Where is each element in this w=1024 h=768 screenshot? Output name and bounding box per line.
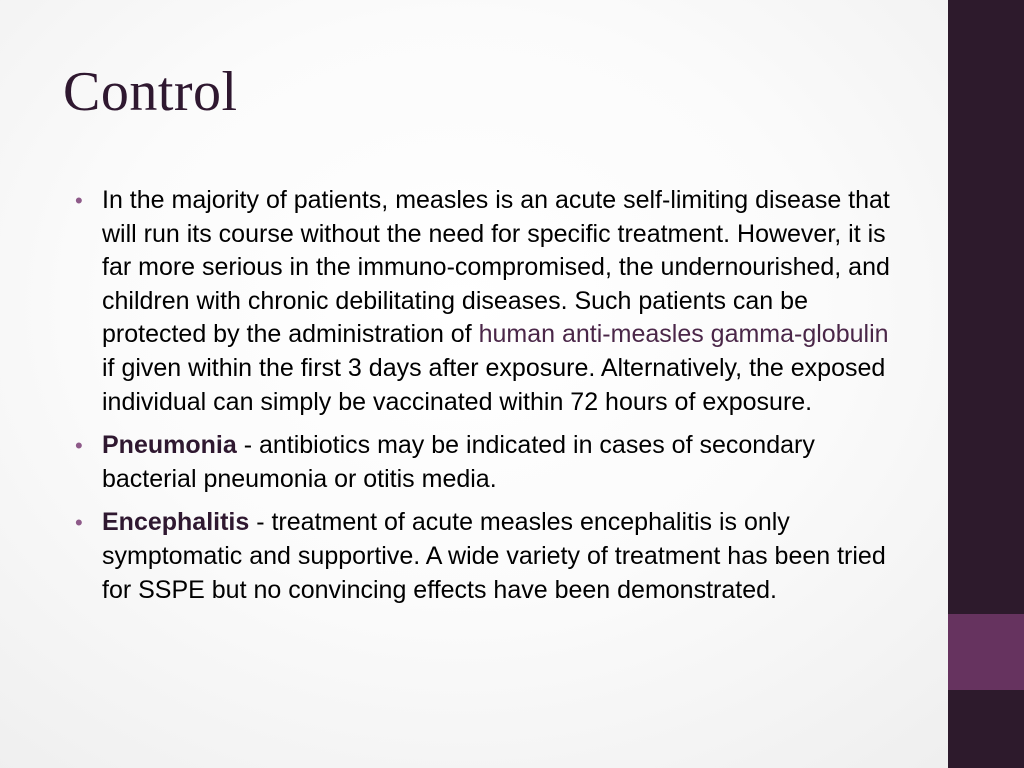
bullet-text: - antibiotics may be indicated in cases of secondary bacterial pneumonia or otitis media. bbox=[102, 431, 815, 493]
bullet-term: Pneumonia bbox=[102, 431, 237, 460]
bullet-marker-icon: • bbox=[75, 510, 83, 536]
bullet-text-continued: if given within the first 3 days after exposure. Alternatively, the exposed individual can simply be vaccinated within 72 hours of exposure. bbox=[102, 353, 886, 416]
bullet-list bbox=[75, 184, 895, 617]
bullet-text: - treatment of acute measles encephalitis is only symptomatic and supportive. A wide variety of treatment has been tried for SSPE but no convincing effects have been demonstrated. bbox=[102, 508, 886, 604]
slide-title: Control bbox=[63, 61, 238, 123]
sidebar-accent-block bbox=[948, 614, 1024, 690]
bullet-item-control-overview bbox=[75, 184, 895, 419]
bullet-item-encephalitis bbox=[75, 506, 895, 607]
bullet-item-pneumonia bbox=[75, 429, 895, 496]
bullet-term: Encephalitis bbox=[102, 508, 250, 537]
highlighted-treatment: human anti-measles gamma-globulin bbox=[478, 320, 889, 349]
bullet-marker-icon: • bbox=[75, 433, 83, 459]
bullet-marker-icon: • bbox=[75, 188, 83, 213]
bullet-text: In the majority of patients, measles is an acute self-limiting disease that will run its course without the need for specific treatment. However, it is far more serious in the immuno-compromised, the undernourished, and children with chronic debilitating diseases. Such patients can be protected by the administration of bbox=[102, 186, 890, 349]
